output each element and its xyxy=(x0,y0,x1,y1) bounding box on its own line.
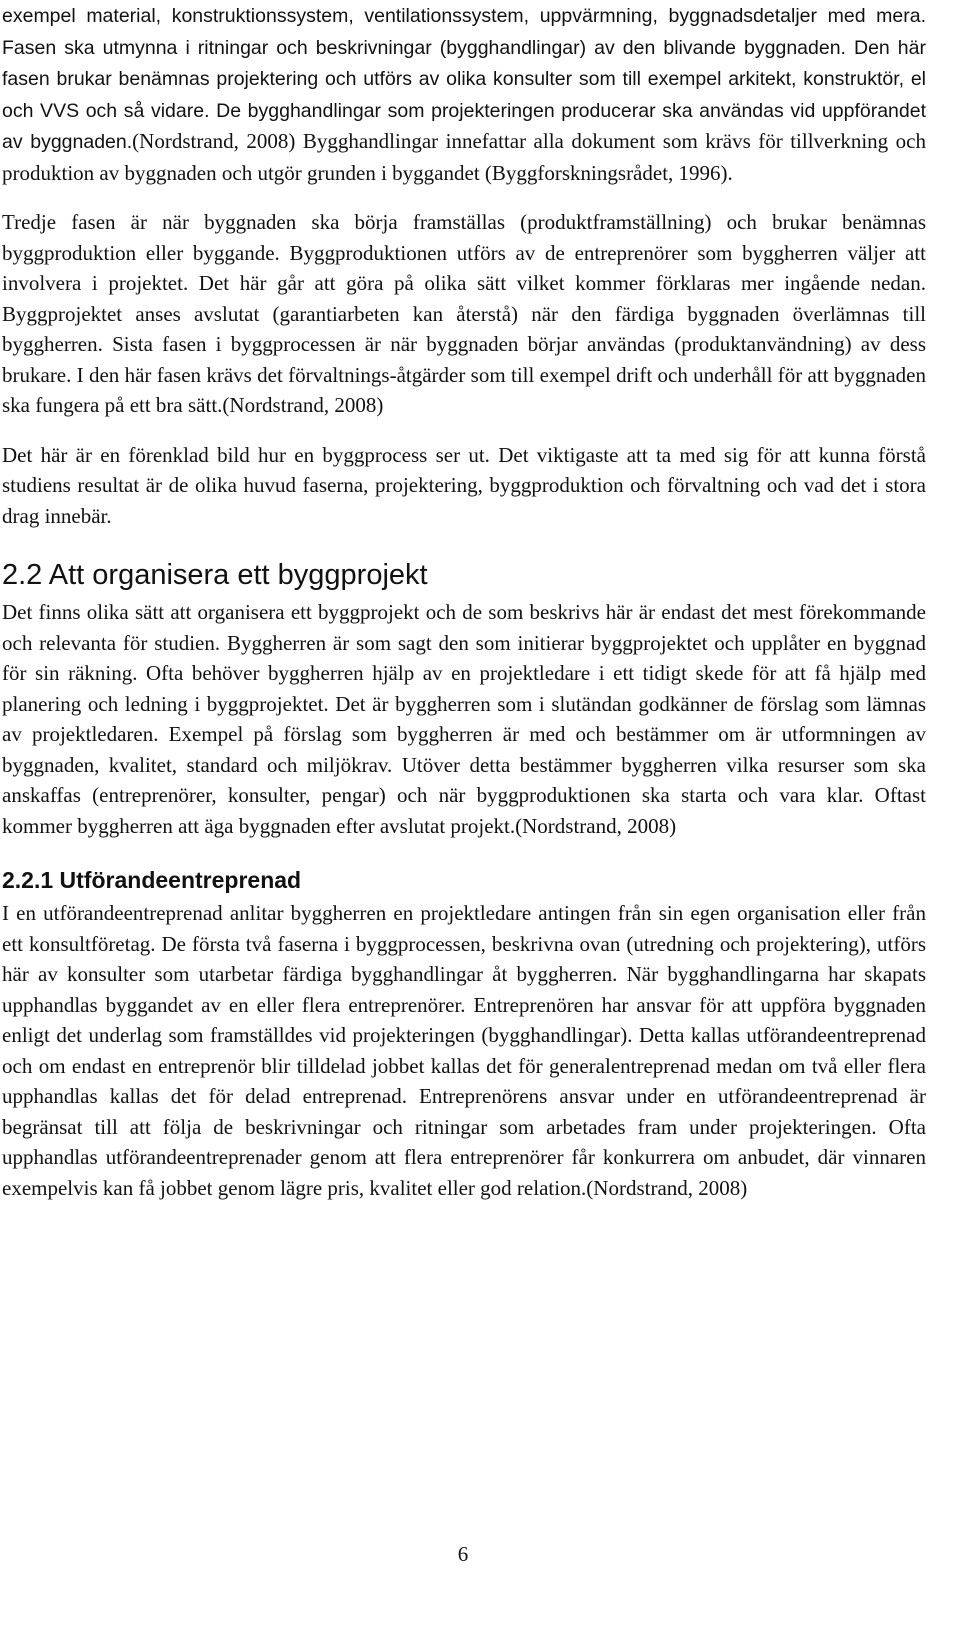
subsection-heading-execution-contract: 2.2.1 Utförandeentreprenad xyxy=(2,867,302,893)
paragraph-phases-production: Tredje fasen är när byggnaden ska börja framställas (produktframställning) och brukar benämnas byggproduktion eller byggande. Byggproduktionen utförs av de entreprenörer som byggherren väljer att involvera i projektet. Det här går att göra på olika sätt vilket kommer förklaras mer ingående nedan. Byggprojektet anses avslutat (garantiarbeten kan återstå) när den färdiga byggnaden överlämnas till byggherren. Sista fasen i byggprocessen är när byggnaden börjar användas (produktanvändning) av dess brukare. I den här fasen krävs det förvaltnings-åtgärder som till exempel drift och underhåll för att byggnaden ska fungera på ett bra sätt.(Nordstrand, 2008) xyxy=(2,210,926,417)
paragraph-phases-design xyxy=(2,0,926,188)
paragraph-sans-segment: exempel material, konstruktionssystem, ventilationssystem, uppvärmning, byggnadsdetaljer med mera. Fasen ska utmynna i ritningar och beskrivningar (bygghandlingar) av den blivande byggnaden. Den här fasen brukar benämnas projektering och utförs av olika konsulter som till exempel arkitekt, konstruktör, el och VVS och så vidare. De bygghandlingar som projekteringen producerar ska användas vid uppförandet av byggnaden. xyxy=(2,5,926,153)
section-heading-organize-project: 2.2 Att organisera ett byggprojekt xyxy=(2,559,428,591)
page-number: 6 xyxy=(457,1542,469,1566)
paragraph-organize-project: Det finns olika sätt att organisera ett byggprojekt och de som beskrivs här är endast det mest förekommande och relevanta för studien. Byggherren är som sagt den som initierar byggprojektet och upplåter en byggnad för sin räkning. Ofta behöver byggherren hjälp av en projektledare i ett tidigt skede för att få hjälp med planering och ledning i byggprojektet. Det är byggherren som i slutändan godkänner de förslag som lämnas av projektledaren. Exempel på förslag som byggherren är med och bestämmer om är utformningen av byggnaden, kvalitet, standard och miljökrav. Utöver detta bestämmer byggherren vilka resurser som ska anskaffas (entreprenörer, konsulter, pengar) och när byggproduktionen ska starta och vara klar. Oftast kommer byggherren att äga byggnaden efter avslutat projekt.(Nordstrand, 2008) xyxy=(2,600,926,838)
paragraph-execution-contract: I en utförandeentreprenad anlitar byggherren en projektledare antingen från sin egen organisation eller från ett konsultföretag. De första två faserna i byggprocessen, beskrivna ovan (utredning och projektering), utförs här av konsulter som utarbetar färdiga bygghandlingar åt byggherren. När bygghandlingarna har skapats upphandlas byggandet av en eller flera entreprenörer. Entreprenören har ansvar för att uppföra byggnaden enligt det underlag som framställdes vid projekteringen (bygghandlingar). Detta kallas utförandeentreprenad och om endast en entreprenör blir tilldelad jobbet kallas det för generalentreprenad medan om två eller flera upphandlas kallas det för delad entreprenad. Entreprenörens ansvar under en utförandeentreprenad är begränsat till att följa de beskrivningar och ritningar som arbetades fram under projekteringen. Ofta upphandlas utförandeentreprenader genom att flera entreprenörer får konkurrera om anbudet, där vinnaren exempelvis kan få jobbet genom lägre pris, kvalitet eller god relation.(Nordstrand, 2008) xyxy=(2,901,926,1200)
paragraph-summary: Det här är en förenklad bild hur en byggprocess ser ut. Det viktigaste att ta med sig för att kunna förstå studiens resultat är de olika huvud faserna, projektering, byggproduktion och förvaltning och vad det i stora drag innebär. xyxy=(2,442,926,528)
paragraph-serif-segment: (Nordstrand, 2008) Bygghandlingar innefattar alla dokument som krävs för tillverkning och produktion av byggnaden och utgör grunden i byggandet (Byggforskningsrådet, 1996). xyxy=(2,129,926,185)
